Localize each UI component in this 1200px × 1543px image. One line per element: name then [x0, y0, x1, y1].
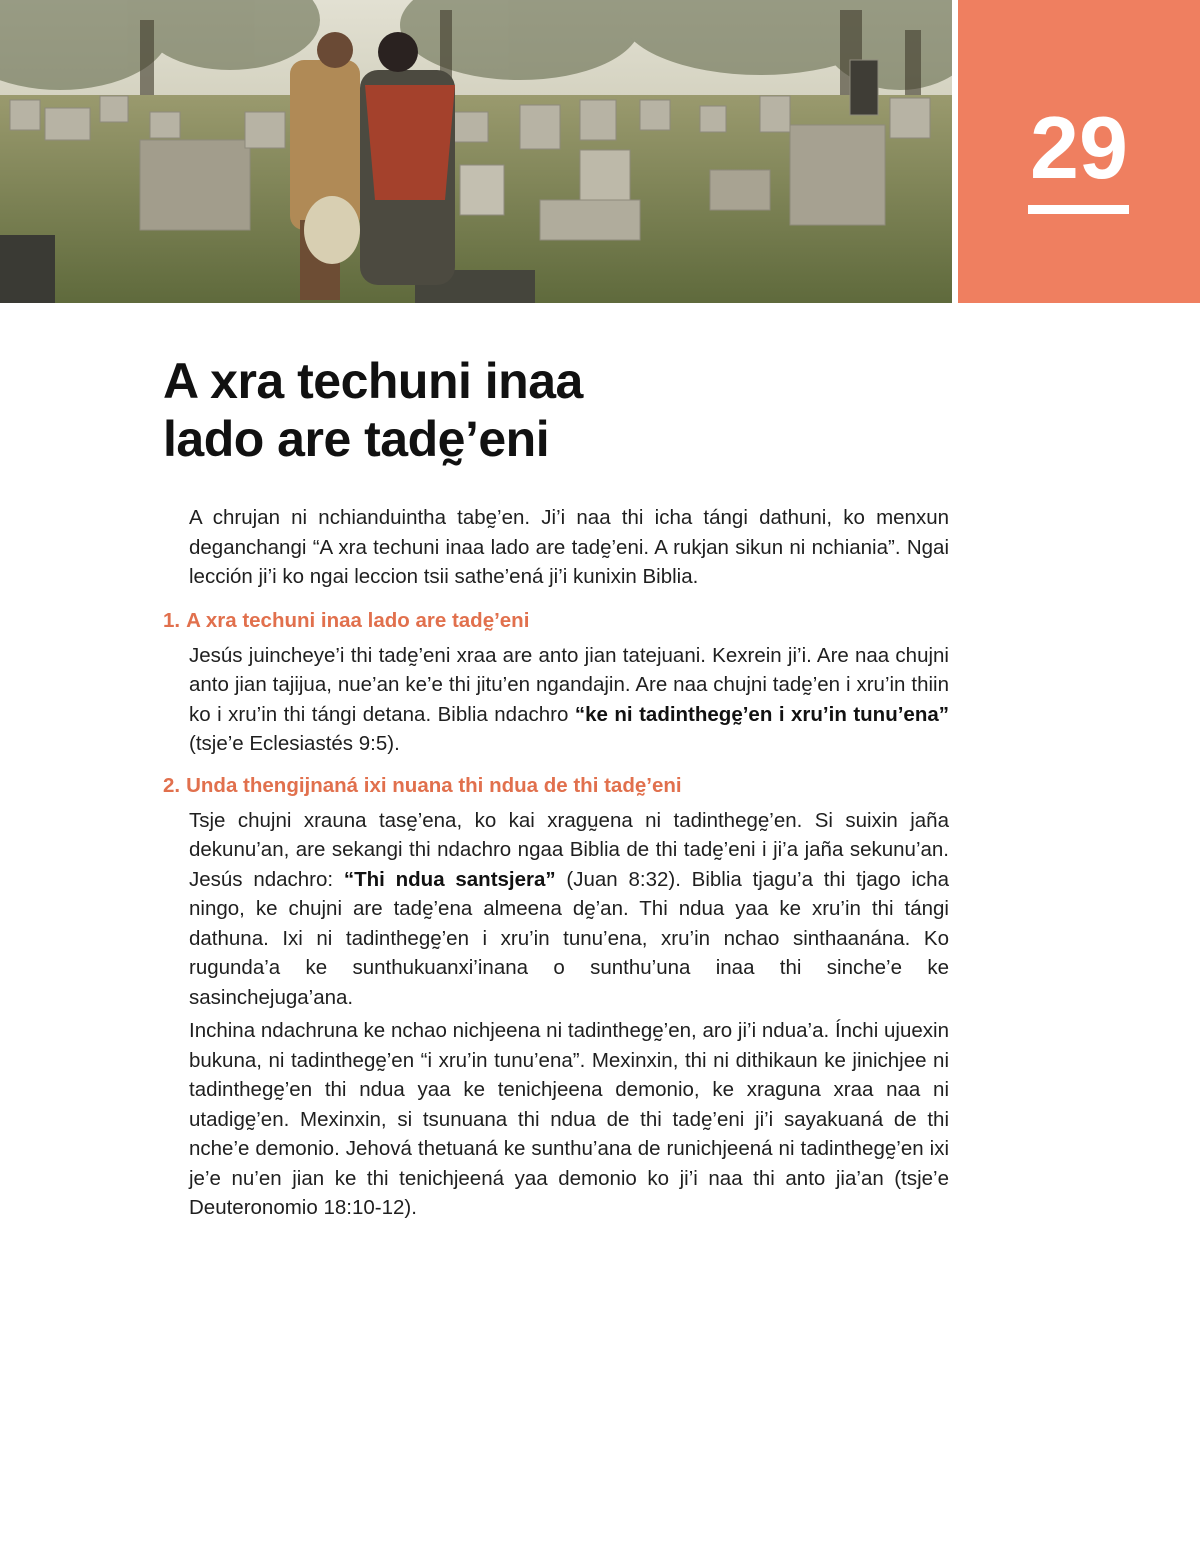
section-heading-text: Unda thengijnaná ixi nuana thi ndua de thi tadḛ’eni [186, 773, 682, 797]
lesson-title [163, 352, 583, 468]
title-line-2: lado are tadḛ’eni [163, 411, 550, 467]
section-heading-text: A xra techuni inaa lado are tadḛ’eni [186, 608, 530, 632]
intro-paragraph: A chrujan ni nchianduintha tabḛ’en. Ji’i naa thi icha tángi dathuni, ko menxun deganchangi “A xra techuni inaa lado are tadḛ’eni. A rukjan sikun ni nchiania”. Ngai lección ji’i ko ngai leccion tsii sathe’ená ji’i kunixin Biblia. [189, 506, 949, 588]
section-paragraph [189, 641, 949, 759]
couple-figures [290, 32, 455, 300]
paragraph-text: Jesús juincheye’i thi tadḛ’eni xraa are anto jian tatejuani. Kexrein ji’i. Are naa chujni anto jian tajijua, nue’an ke’e thi jitu’en ngandajin. Are naa chujni tadḛ’en i xru’in thiin ko i xru’in thi tángi detana. Biblia ndachro [189, 643, 949, 726]
section-heading [163, 771, 949, 800]
section-2 [163, 771, 949, 1223]
header-photo-cemetery [0, 0, 952, 303]
title-line-1: A xra techuni inaa [163, 353, 583, 409]
paragraph-text-continued: (Juan 8:32). Biblia tjagu’a thi tjago icha ningo, ke chujni are tadḛ’ena almeena dḛ’an. Thi ndua yaa ke xru’in thi tángi dathuna. Ixi ni tadinthegḛ’en i xru’in tunu’ena, xru’in nchao sinthaanána. Ko rugunda’a ke sunthukuanxi’inana o sunthu’una inaa thi sinche’e ke sasinchejuga’ana. [189, 867, 949, 1009]
section-number: 2. [163, 773, 181, 797]
bold-quote: “Thi ndua santsjera” [343, 867, 556, 891]
section-1 [163, 606, 949, 759]
section-heading [163, 606, 949, 635]
paragraph-text: Tsje chujni xrauna tasḛ’ena, ko kai xragṵena ni tadinthegḛ’en. Si suixin jaña dekunu’an, are sekangi thi ndachro ngaa Biblia de thi tadḛ’eni i ji’a jaña sekunu’an. Jesús ndachro: [189, 808, 949, 891]
badge-underline [1028, 205, 1129, 214]
lesson-number-badge [958, 0, 1200, 303]
section-paragraph [189, 806, 949, 1013]
cemetery-illustration [0, 0, 952, 303]
bold-quote: “ke ni tadinthegḛ’en i xru’in tunu’ena” [574, 702, 949, 726]
lesson-number: 29 [1030, 98, 1128, 197]
lesson-content [163, 503, 949, 1235]
scripture-reference: (tsje’e Eclesiastés 9:5). [189, 732, 400, 755]
section-number: 1. [163, 608, 181, 632]
section-paragraph-2: Inchina ndachruna ke nchao nichjeena ni tadinthegḛ’en, aro ji’i ndua’a. Ínchi ujuexin bukuna, ni tadinthegḛ’en “i xru’in tunu’ena”. Mexinxin, thi ni dithikaun ke jinichjee ni tadinthegḛ’en thi ndua yaa ke tenichjeena demonio, ke xraguna xraa naa ni utadigḛ’en. Mexinxin, si tsunuana thi ndua de thi tadḛ’eni ji’i sayakuaná de thi nche’e demonio. Jehová thetuaná ke sunthu’ana de runichjeená ni tadinthegḛ’en ixi je’e nu’en jian ke thi tenichjeená yaa demonio ko ji’i naa thi anto jia’an (tsje’e Deuteronomio 18:10-12). [189, 1019, 949, 1219]
